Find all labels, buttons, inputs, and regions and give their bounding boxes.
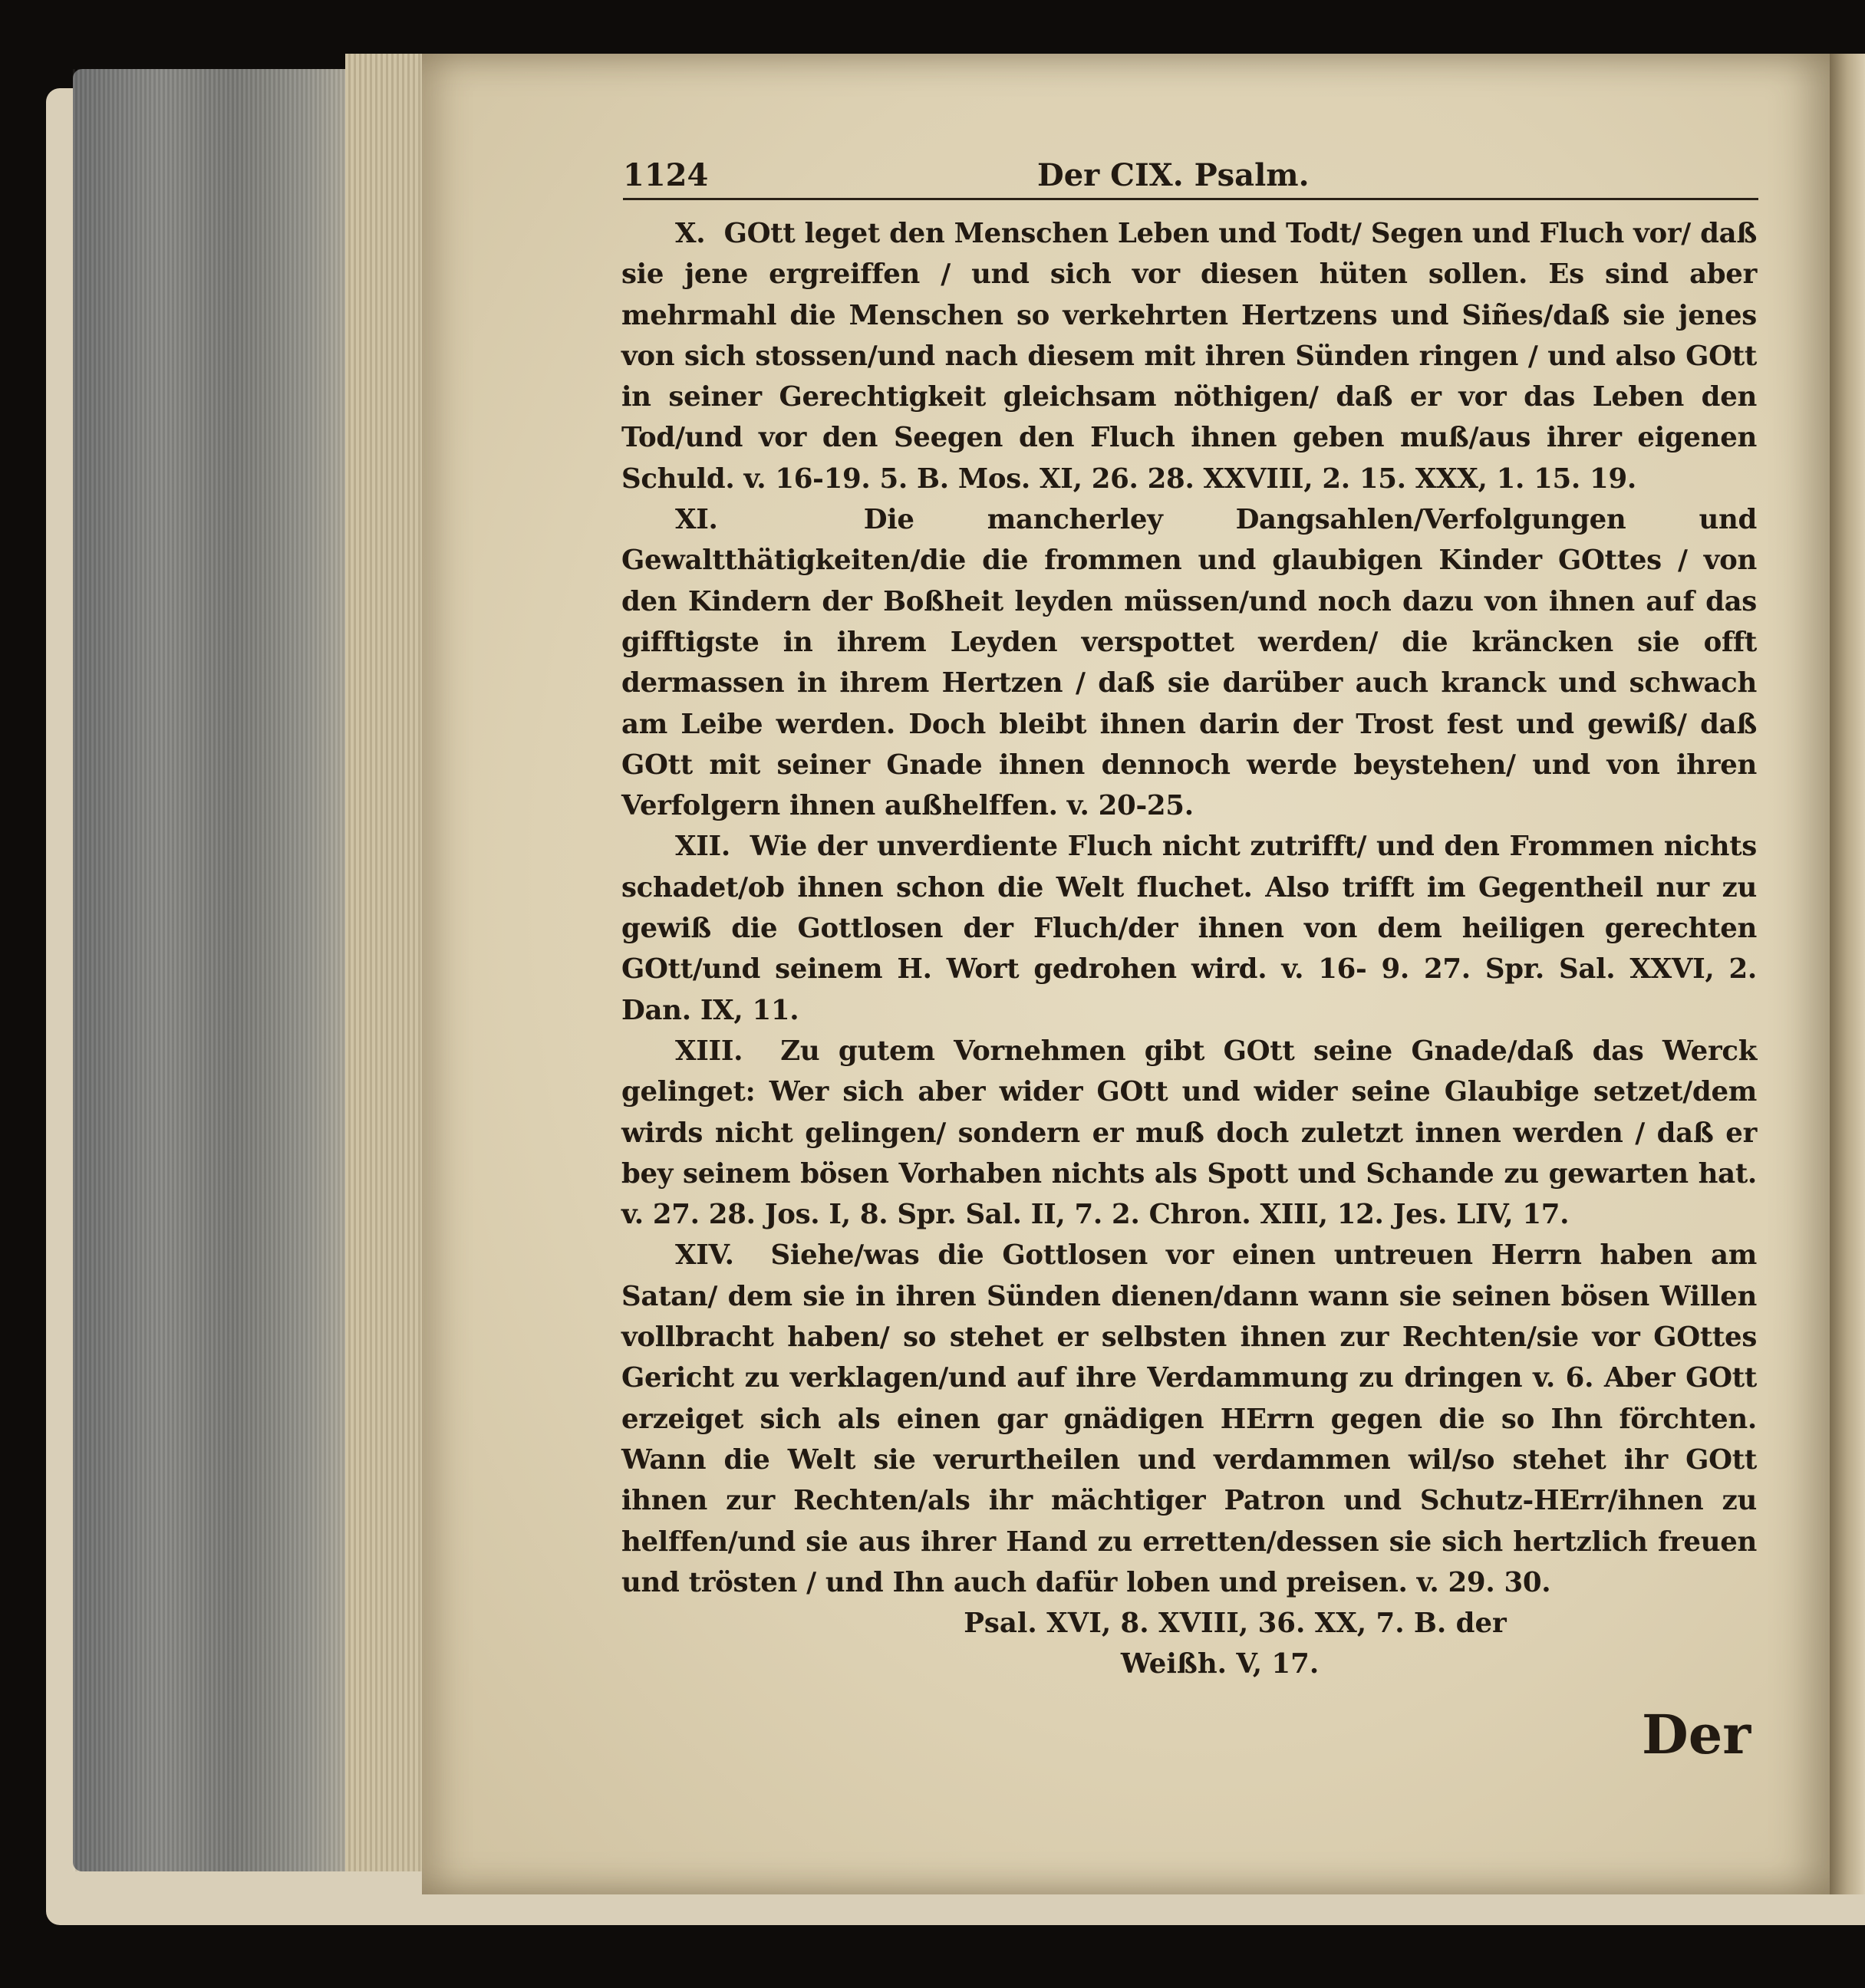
page-stack bbox=[345, 54, 430, 1871]
paragraph-xiii bbox=[621, 1031, 1757, 1235]
running-head bbox=[623, 157, 1728, 196]
page-header: Der CIX. Psalm. bbox=[1037, 157, 1310, 193]
paragraph-numeral: XIV. bbox=[675, 1239, 734, 1272]
paragraph-xi bbox=[621, 499, 1757, 826]
paragraph-numeral: X. bbox=[675, 218, 706, 249]
paragraph-numeral: XIII. bbox=[675, 1035, 743, 1067]
paragraph-xii bbox=[621, 826, 1757, 1030]
catchword: Der bbox=[1642, 1703, 1751, 1766]
header-rule bbox=[623, 198, 1758, 200]
paragraph-numeral: XI. bbox=[675, 504, 718, 536]
paragraph-numeral: XII. bbox=[675, 831, 730, 863]
closing-citation-line-1: Psal. XVI, 8. XVIII, 36. XX, 7. B. der bbox=[964, 1608, 1507, 1640]
text-block bbox=[621, 213, 1757, 1685]
paragraph-text: Wie der unverdiente Fluch nicht zutrifft/ und den Frommen nichts schadet/ob ihnen schon die Welt fluchet. Also trifft im Gegentheil nur zu gewiß die Gottlosen der Fluch/der ihnen von dem heiligen gerechten GOtt/und seinem H. Wort gedrohen wird. v. 16- 9. 27. Spr. Sal. XXVI, 2. Dan. IX, 11. bbox=[621, 831, 1757, 1026]
book-fore-edge bbox=[73, 69, 364, 1871]
paragraph-text: GOtt leget den Menschen Leben und Todt/ Segen und Fluch vor/ daß sie jene ergreiffen / und sich vor diesen hüten sollen. Es sind aber mehrmahl die Menschen so verkehrten Hertzens und Siñes/daß sie jenes von sich stossen/und nach diesem mit ihren Sünden ringen / und also GOtt in seiner Gerechtigkeit gleichsam nöthigen/ daß er vor das Leben den Tod/und vor den Seegen den Fluch ihnen geben muß/aus ihrer eigenen Schuld. v. 16-19. 5. B. Mos. XI, 26. 28. XXVIII, 2. 15. XXX, 1. 15. 19. bbox=[621, 218, 1758, 495]
paragraph-xiv bbox=[621, 1235, 1757, 1603]
closing-citation-line-2: Weißh. V, 17. bbox=[1120, 1648, 1320, 1680]
book-gutter bbox=[1830, 54, 1865, 1894]
paragraph-text: Die mancherley Dangsahlen/Verfolgungen und Gewaltthätigkeiten/die die frommen und glaubigen Kinder GOttes / von den Kindern der Boßheit leyden müssen/und noch dazu von ihnen auf das gifftigste in ihrem Leyden verspottet werden/ die kräncken sie offt dermassen in ihrem Hertzen / daß sie darüber auch kranck und schwach am Leibe werden. Doch bleibt ihnen darin der Trost fest und gewiß/ daß GOtt mit seiner Gnade ihnen dennoch werde beystehen/ und von ihren Verfolgern ihnen außhelffen. v. 20-25. bbox=[621, 504, 1757, 822]
page-number: 1124 bbox=[623, 157, 709, 193]
paragraph-text: Siehe/was die Gottlosen vor einen untreuen Herrn haben am Satan/ dem sie in ihren Sünden dienen/dann wann sie seinen bösen Willen vollbracht haben/ so stehet er selbsten ihnen zur Rechten/sie vor GOttes Gericht zu verklagen/und auf ihre Verdammung zu dringen v. 6. Aber GOtt erzeiget sich als einen gar gnädigen HErrn gegen die so Ihn förchten. Wann die Welt sie verurtheilen und verdammen wil/so stehet ihr GOtt ihnen zur Rechten/als ihr mächtiger Patron und Schutz-HErr/ihnen zu helffen/und sie aus ihrer Hand zu erretten/dessen sie sich hertzlich freuen und trösten / und Ihn auch dafür loben und preisen. v. 29. 30. bbox=[621, 1239, 1757, 1598]
paragraph-x bbox=[621, 213, 1757, 499]
paragraph-text: Zu gutem Vornehmen gibt GOtt seine Gnade/daß das Werck gelinget: Wer sich aber wider GOtt und wider seine Glaubige setzet/dem wirds nicht gelingen/ sondern er muß doch zuletzt innen werden / daß er bey seinem bösen Vorhaben nichts als Spott und Schande zu gewarten hat. v. 27. 28. Jos. I, 8. Spr. Sal. II, 7. 2. Chron. XIII, 12. Jes. LIV, 17. bbox=[621, 1035, 1757, 1231]
